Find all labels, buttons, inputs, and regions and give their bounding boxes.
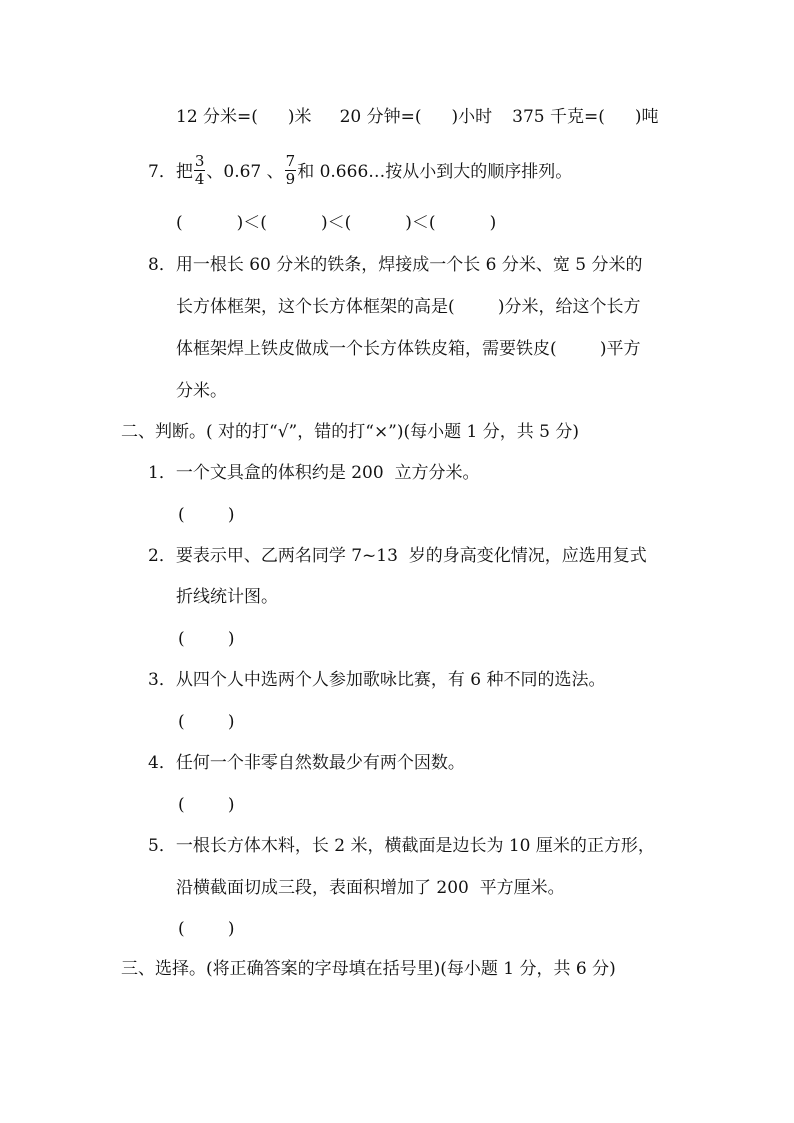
question-number: 3． [148, 670, 176, 690]
judge-item-4-answer: ( ) [178, 795, 235, 815]
question-number: 4． [148, 753, 176, 773]
judge-item-5-answer: ( ) [178, 919, 235, 939]
q8-text: 用一根长 60 分米的铁条，焊接成一个长 6 分米、宽 5 分米的 [175, 255, 643, 275]
judge-item-2 [148, 544, 647, 568]
question-7 [148, 152, 573, 188]
question-8-line-4: 分米。 [176, 381, 227, 401]
judge-item-4 [148, 751, 465, 775]
judge-item-1-answer: ( ) [178, 505, 235, 525]
q6-continuation-line [176, 105, 659, 129]
question-8-line-2: 长方体框架，这个长方体框架的高是( )分米，给这个长方 [176, 297, 641, 317]
fraction-three-quarters [194, 154, 206, 187]
fraction-denominator: 9 [285, 170, 296, 188]
q6-blank-c-left: 375 千克=( [512, 107, 605, 127]
judge-item-3 [148, 668, 605, 692]
q6-blank-c-right: )吨 [634, 107, 659, 127]
q6-blank-b-left: 20 分钟=( [339, 107, 422, 127]
question-number: 7． [148, 162, 176, 182]
question-number: 8． [148, 255, 176, 275]
judge-item-5 [148, 834, 655, 858]
q6-blank-b-right: )小时 [451, 107, 493, 127]
judge-item-text: 一根长方体木料，长 2 米，横截面是边长为 10 厘米的正方形， [175, 836, 655, 856]
judge-item-text: 一个文具盒的体积约是 200 立方分米。 [175, 463, 480, 483]
question-8-line-1 [148, 253, 643, 277]
judge-item-text: 任何一个非零自然数最少有两个因数。 [175, 753, 465, 773]
q7-prefix: 把 [175, 162, 193, 182]
question-number: 1． [148, 463, 176, 483]
fraction-denominator: 4 [194, 170, 205, 188]
fraction-numerator: 3 [194, 152, 205, 170]
question-8-line-3: 体框架焊上铁皮做成一个长方体铁皮箱，需要铁皮( )平方 [176, 339, 641, 359]
section-2-title: 二、判断。( 对的打“√”，错的打“×”)(每小题 1 分，共 5 分) [121, 422, 580, 442]
judge-item-2-line-2: 折线统计图。 [176, 587, 278, 607]
judge-item-text: 从四个人中选两个人参加歌咏比赛，有 6 种不同的选法。 [175, 670, 606, 690]
q7-answer-blanks: ( )＜( )＜( )＜( ) [176, 213, 497, 233]
question-number: 5． [148, 836, 176, 856]
judge-item-3-answer: ( ) [178, 712, 235, 732]
question-number: 2． [148, 546, 176, 566]
fraction-seven-ninths [285, 154, 297, 187]
q6-blank-a-right: )米 [287, 107, 312, 127]
q6-blank-a-left: 12 分米=( [176, 107, 258, 127]
q7-middle-text: 、0.67 、 [206, 162, 284, 182]
judge-item-1 [148, 461, 480, 485]
section-3-title: 三、选择。(将正确答案的字母填在括号里)(每小题 1 分，共 6 分) [121, 959, 616, 979]
judge-item-text: 要表示甲、乙两名同学 7~13 岁的身高变化情况，应选用复式 [175, 546, 647, 566]
judge-item-5-line-2: 沿横截面切成三段，表面积增加了 200 平方厘米。 [176, 878, 565, 898]
judge-item-2-answer: ( ) [178, 629, 235, 649]
q7-suffix: 和 0.666…按从小到大的顺序排列。 [297, 162, 573, 182]
fraction-numerator: 7 [285, 152, 296, 170]
